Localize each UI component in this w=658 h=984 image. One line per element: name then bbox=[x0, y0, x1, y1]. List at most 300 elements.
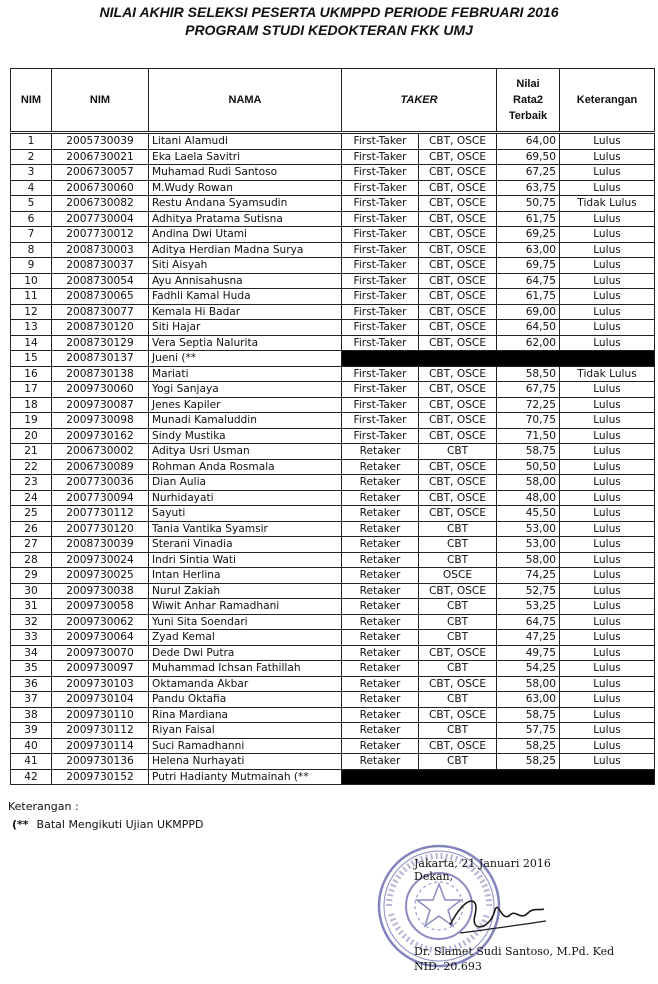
row-ujian: CBT, OSCE bbox=[419, 211, 497, 227]
row-number: 26 bbox=[11, 521, 52, 537]
document-subtitle: PROGRAM STUDI KEDOKTERAN FKK UMJ bbox=[185, 22, 473, 38]
row-nim: 2009730152 bbox=[52, 769, 149, 785]
table-row bbox=[11, 707, 655, 723]
row-number: 5 bbox=[11, 196, 52, 212]
row-keterangan: Lulus bbox=[560, 490, 655, 506]
table-row bbox=[11, 490, 655, 506]
row-number: 35 bbox=[11, 661, 52, 677]
row-nim: 2008730054 bbox=[52, 273, 149, 289]
row-keterangan: Lulus bbox=[560, 568, 655, 584]
row-keterangan: Lulus bbox=[560, 382, 655, 398]
row-nama: Munadi Kamaluddin bbox=[149, 413, 342, 429]
row-nilai: 58,25 bbox=[497, 754, 560, 770]
cancelled-row-bar bbox=[342, 769, 655, 785]
row-ujian: CBT, OSCE bbox=[419, 196, 497, 212]
row-keterangan: Lulus bbox=[560, 242, 655, 258]
row-nilai: 64,75 bbox=[497, 614, 560, 630]
row-nilai: 72,25 bbox=[497, 397, 560, 413]
table-row bbox=[11, 723, 655, 739]
row-nama: Ayu Annisahusna bbox=[149, 273, 342, 289]
table-row bbox=[11, 614, 655, 630]
row-number: 41 bbox=[11, 754, 52, 770]
row-nama: Yuni Sita Soendari bbox=[149, 614, 342, 630]
row-nim: 2009730104 bbox=[52, 692, 149, 708]
row-taker: First-Taker bbox=[342, 165, 419, 181]
row-nama: Indri Sintia Wati bbox=[149, 552, 342, 568]
row-taker: Retaker bbox=[342, 506, 419, 522]
row-nama: Helena Nurhayati bbox=[149, 754, 342, 770]
row-nama: Andina Dwi Utami bbox=[149, 227, 342, 243]
row-taker: First-Taker bbox=[342, 289, 419, 305]
row-nilai: 69,25 bbox=[497, 227, 560, 243]
row-nim: 2009730038 bbox=[52, 583, 149, 599]
table-row bbox=[11, 583, 655, 599]
row-keterangan: Lulus bbox=[560, 258, 655, 274]
row-nama: Muhammad Ichsan Fathillah bbox=[149, 661, 342, 677]
row-ujian: CBT, OSCE bbox=[419, 583, 497, 599]
row-nilai: 48,00 bbox=[497, 490, 560, 506]
header-nilai: Nilai Rata2 Terbaik bbox=[497, 69, 560, 133]
row-keterangan: Lulus bbox=[560, 335, 655, 351]
row-keterangan: Lulus bbox=[560, 707, 655, 723]
table-row bbox=[11, 211, 655, 227]
row-keterangan: Lulus bbox=[560, 304, 655, 320]
row-ujian: CBT, OSCE bbox=[419, 133, 497, 150]
signer-nid: NID. 20.693 bbox=[414, 960, 482, 973]
row-nim: 2008730003 bbox=[52, 242, 149, 258]
row-ujian: CBT, OSCE bbox=[419, 506, 497, 522]
row-nama: Tania Vantika Syamsir bbox=[149, 521, 342, 537]
row-number: 27 bbox=[11, 537, 52, 553]
row-keterangan: Lulus bbox=[560, 661, 655, 677]
row-nama: Fadhli Kamal Huda bbox=[149, 289, 342, 305]
row-number: 28 bbox=[11, 552, 52, 568]
row-nim: 2008730037 bbox=[52, 258, 149, 274]
row-number: 3 bbox=[11, 165, 52, 181]
row-nama: Mariati bbox=[149, 366, 342, 382]
row-number: 11 bbox=[11, 289, 52, 305]
table-row bbox=[11, 769, 655, 785]
row-number: 12 bbox=[11, 304, 52, 320]
table-row bbox=[11, 335, 655, 351]
row-taker: Retaker bbox=[342, 444, 419, 460]
row-nama: Jenes Kapiler bbox=[149, 397, 342, 413]
table-row bbox=[11, 444, 655, 460]
row-taker: First-Taker bbox=[342, 258, 419, 274]
row-nilai: 61,75 bbox=[497, 211, 560, 227]
row-taker: First-Taker bbox=[342, 382, 419, 398]
row-number: 30 bbox=[11, 583, 52, 599]
row-keterangan: Lulus bbox=[560, 738, 655, 754]
row-number: 39 bbox=[11, 723, 52, 739]
row-keterangan: Lulus bbox=[560, 537, 655, 553]
table-row bbox=[11, 537, 655, 553]
row-nama: Nurhidayati bbox=[149, 490, 342, 506]
row-keterangan: Lulus bbox=[560, 289, 655, 305]
table-row bbox=[11, 180, 655, 196]
row-number: 24 bbox=[11, 490, 52, 506]
row-keterangan: Lulus bbox=[560, 475, 655, 491]
row-nilai: 61,75 bbox=[497, 289, 560, 305]
row-nilai: 58,00 bbox=[497, 676, 560, 692]
row-taker: First-Taker bbox=[342, 242, 419, 258]
row-nilai: 53,00 bbox=[497, 537, 560, 553]
table-row bbox=[11, 149, 655, 165]
row-nim: 2009730062 bbox=[52, 614, 149, 630]
row-nim: 2007730094 bbox=[52, 490, 149, 506]
row-taker: First-Taker bbox=[342, 366, 419, 382]
row-ujian: CBT, OSCE bbox=[419, 428, 497, 444]
row-keterangan: Lulus bbox=[560, 583, 655, 599]
row-number: 22 bbox=[11, 459, 52, 475]
table-row bbox=[11, 165, 655, 181]
row-nilai: 63,75 bbox=[497, 180, 560, 196]
row-ujian: CBT bbox=[419, 630, 497, 646]
row-nim: 2008730065 bbox=[52, 289, 149, 305]
row-taker: Retaker bbox=[342, 490, 419, 506]
row-ujian: CBT, OSCE bbox=[419, 335, 497, 351]
row-nilai: 57,75 bbox=[497, 723, 560, 739]
row-nilai: 69,50 bbox=[497, 149, 560, 165]
row-nim: 2009730087 bbox=[52, 397, 149, 413]
signature-role: Dekan, bbox=[414, 870, 454, 883]
row-ujian: CBT, OSCE bbox=[419, 676, 497, 692]
table-row bbox=[11, 304, 655, 320]
row-nama: Putri Hadianty Mutmainah (** bbox=[149, 769, 342, 785]
cancelled-row-bar bbox=[342, 351, 655, 367]
row-ujian: CBT, OSCE bbox=[419, 366, 497, 382]
row-ujian: CBT bbox=[419, 661, 497, 677]
row-nilai: 67,75 bbox=[497, 382, 560, 398]
row-nilai: 49,75 bbox=[497, 645, 560, 661]
notes-line bbox=[12, 818, 203, 831]
row-taker: Retaker bbox=[342, 459, 419, 475]
row-nilai: 74,25 bbox=[497, 568, 560, 584]
row-taker: First-Taker bbox=[342, 335, 419, 351]
row-nama: M.Wudy Rowan bbox=[149, 180, 342, 196]
row-number: 42 bbox=[11, 769, 52, 785]
row-nilai: 58,50 bbox=[497, 366, 560, 382]
row-number: 8 bbox=[11, 242, 52, 258]
row-taker: Retaker bbox=[342, 754, 419, 770]
row-taker: First-Taker bbox=[342, 133, 419, 150]
row-ujian: CBT bbox=[419, 692, 497, 708]
table-row bbox=[11, 521, 655, 537]
row-nim: 2009730060 bbox=[52, 382, 149, 398]
row-nama: Muhamad Rudi Santoso bbox=[149, 165, 342, 181]
row-ujian: CBT, OSCE bbox=[419, 165, 497, 181]
row-nim: 2009730098 bbox=[52, 413, 149, 429]
row-ujian: CBT, OSCE bbox=[419, 289, 497, 305]
row-number: 25 bbox=[11, 506, 52, 522]
table-row bbox=[11, 196, 655, 212]
row-keterangan: Lulus bbox=[560, 692, 655, 708]
table-row bbox=[11, 676, 655, 692]
row-ujian: CBT bbox=[419, 552, 497, 568]
row-taker: Retaker bbox=[342, 738, 419, 754]
row-number: 23 bbox=[11, 475, 52, 491]
table-row bbox=[11, 428, 655, 444]
row-nilai: 64,75 bbox=[497, 273, 560, 289]
row-nim: 2007730036 bbox=[52, 475, 149, 491]
header-nim: NIM bbox=[52, 69, 149, 133]
row-nama: Rina Mardiana bbox=[149, 707, 342, 723]
row-nim: 2009730064 bbox=[52, 630, 149, 646]
row-nilai: 50,50 bbox=[497, 459, 560, 475]
row-ujian: CBT bbox=[419, 723, 497, 739]
row-ujian: CBT, OSCE bbox=[419, 645, 497, 661]
row-number: 33 bbox=[11, 630, 52, 646]
row-nim: 2008730039 bbox=[52, 537, 149, 553]
row-nim: 2008730137 bbox=[52, 351, 149, 367]
row-nilai: 47,25 bbox=[497, 630, 560, 646]
row-keterangan: Lulus bbox=[560, 723, 655, 739]
row-keterangan: Lulus bbox=[560, 552, 655, 568]
row-number: 6 bbox=[11, 211, 52, 227]
row-nilai: 58,75 bbox=[497, 707, 560, 723]
row-nim: 2008730138 bbox=[52, 366, 149, 382]
row-nama: Suci Ramadhanni bbox=[149, 738, 342, 754]
row-taker: Retaker bbox=[342, 521, 419, 537]
row-nama: Oktamanda Akbar bbox=[149, 676, 342, 692]
table-row bbox=[11, 289, 655, 305]
row-taker: First-Taker bbox=[342, 180, 419, 196]
row-nim: 2007730120 bbox=[52, 521, 149, 537]
row-ujian: CBT bbox=[419, 754, 497, 770]
table-row bbox=[11, 754, 655, 770]
row-keterangan: Lulus bbox=[560, 273, 655, 289]
row-number: 9 bbox=[11, 258, 52, 274]
row-taker: Retaker bbox=[342, 568, 419, 584]
row-number: 38 bbox=[11, 707, 52, 723]
row-keterangan: Lulus bbox=[560, 211, 655, 227]
table-row bbox=[11, 661, 655, 677]
row-nama: Sindy Mustika bbox=[149, 428, 342, 444]
row-nim: 2009730110 bbox=[52, 707, 149, 723]
handwritten-signature-icon bbox=[440, 885, 550, 945]
row-taker: Retaker bbox=[342, 475, 419, 491]
row-nilai: 63,00 bbox=[497, 692, 560, 708]
signer-name: Dr. Slamet Sudi Santoso, M.Pd. Ked bbox=[414, 945, 615, 958]
table-row bbox=[11, 692, 655, 708]
row-nim: 2006730082 bbox=[52, 196, 149, 212]
row-nim: 2009730058 bbox=[52, 599, 149, 615]
row-keterangan: Lulus bbox=[560, 227, 655, 243]
row-nama: Pandu Oktafia bbox=[149, 692, 342, 708]
row-number: 31 bbox=[11, 599, 52, 615]
signature-place-date: Jakarta, 21 Januari 2016 bbox=[414, 857, 551, 870]
table-row bbox=[11, 273, 655, 289]
row-taker: First-Taker bbox=[342, 149, 419, 165]
notes-text: Batal Mengikuti Ujian UKMPPD bbox=[36, 818, 204, 831]
row-nilai: 53,25 bbox=[497, 599, 560, 615]
row-keterangan: Lulus bbox=[560, 165, 655, 181]
row-taker: Retaker bbox=[342, 614, 419, 630]
row-taker: First-Taker bbox=[342, 211, 419, 227]
row-ujian: CBT bbox=[419, 599, 497, 615]
row-ujian: CBT bbox=[419, 444, 497, 460]
row-taker: Retaker bbox=[342, 583, 419, 599]
row-keterangan: Lulus bbox=[560, 676, 655, 692]
header-no: NIM bbox=[11, 69, 52, 133]
row-nama: Zyad Kemal bbox=[149, 630, 342, 646]
header-taker: TAKER bbox=[342, 69, 497, 133]
row-taker: First-Taker bbox=[342, 273, 419, 289]
row-number: 4 bbox=[11, 180, 52, 196]
row-nilai: 69,75 bbox=[497, 258, 560, 274]
row-ujian: CBT, OSCE bbox=[419, 459, 497, 475]
row-nim: 2006730089 bbox=[52, 459, 149, 475]
row-keterangan: Lulus bbox=[560, 459, 655, 475]
table-row bbox=[11, 599, 655, 615]
row-nama: Dian Aulia bbox=[149, 475, 342, 491]
results-table bbox=[10, 68, 655, 785]
row-nim: 2009730025 bbox=[52, 568, 149, 584]
row-nilai: 58,75 bbox=[497, 444, 560, 460]
row-taker: First-Taker bbox=[342, 304, 419, 320]
row-nama: Nurul Zakiah bbox=[149, 583, 342, 599]
row-taker: Retaker bbox=[342, 552, 419, 568]
row-ujian: CBT, OSCE bbox=[419, 397, 497, 413]
row-ujian: CBT, OSCE bbox=[419, 258, 497, 274]
row-number: 7 bbox=[11, 227, 52, 243]
row-number: 34 bbox=[11, 645, 52, 661]
row-nim: 2007730012 bbox=[52, 227, 149, 243]
row-taker: First-Taker bbox=[342, 196, 419, 212]
row-nilai: 50,75 bbox=[497, 196, 560, 212]
row-number: 13 bbox=[11, 320, 52, 336]
row-nilai: 67,25 bbox=[497, 165, 560, 181]
table-row bbox=[11, 258, 655, 274]
row-number: 20 bbox=[11, 428, 52, 444]
row-nama: Adhitya Pratama Sutisna bbox=[149, 211, 342, 227]
row-ujian: CBT, OSCE bbox=[419, 149, 497, 165]
row-keterangan: Lulus bbox=[560, 180, 655, 196]
row-taker: First-Taker bbox=[342, 320, 419, 336]
row-keterangan: Lulus bbox=[560, 428, 655, 444]
row-nilai: 70,75 bbox=[497, 413, 560, 429]
row-nama: Intan Herlina bbox=[149, 568, 342, 584]
row-ujian: CBT, OSCE bbox=[419, 227, 497, 243]
table-row bbox=[11, 351, 655, 367]
row-number: 36 bbox=[11, 676, 52, 692]
row-nim: 2009730114 bbox=[52, 738, 149, 754]
row-nim: 2009730024 bbox=[52, 552, 149, 568]
table-row bbox=[11, 242, 655, 258]
row-keterangan: Lulus bbox=[560, 506, 655, 522]
table-row bbox=[11, 320, 655, 336]
row-ujian: CBT, OSCE bbox=[419, 304, 497, 320]
row-number: 37 bbox=[11, 692, 52, 708]
row-number: 14 bbox=[11, 335, 52, 351]
row-taker: Retaker bbox=[342, 692, 419, 708]
row-number: 2 bbox=[11, 149, 52, 165]
row-taker: Retaker bbox=[342, 645, 419, 661]
row-nim: 2006730002 bbox=[52, 444, 149, 460]
row-keterangan: Lulus bbox=[560, 599, 655, 615]
table-row bbox=[11, 738, 655, 754]
table-row bbox=[11, 133, 655, 150]
row-nilai: 64,50 bbox=[497, 320, 560, 336]
table-row bbox=[11, 645, 655, 661]
row-keterangan: Lulus bbox=[560, 413, 655, 429]
table-row bbox=[11, 397, 655, 413]
row-nama: Kemala Hi Badar bbox=[149, 304, 342, 320]
row-keterangan: Lulus bbox=[560, 133, 655, 150]
row-keterangan: Lulus bbox=[560, 397, 655, 413]
table-row bbox=[11, 475, 655, 491]
row-nilai: 71,50 bbox=[497, 428, 560, 444]
row-nilai: 52,75 bbox=[497, 583, 560, 599]
row-nama: Aditya Usri Usman bbox=[149, 444, 342, 460]
row-number: 40 bbox=[11, 738, 52, 754]
row-number: 32 bbox=[11, 614, 52, 630]
row-nim: 2006730057 bbox=[52, 165, 149, 181]
row-nim: 2008730129 bbox=[52, 335, 149, 351]
row-ujian: CBT bbox=[419, 537, 497, 553]
notes-marker: (** bbox=[12, 818, 29, 831]
row-nilai: 58,25 bbox=[497, 738, 560, 754]
row-nilai: 63,00 bbox=[497, 242, 560, 258]
row-number: 16 bbox=[11, 366, 52, 382]
row-nama: Sayuti bbox=[149, 506, 342, 522]
row-nama: Jueni (** bbox=[149, 351, 342, 367]
row-nilai: 64,00 bbox=[497, 133, 560, 150]
table-row bbox=[11, 552, 655, 568]
row-number: 21 bbox=[11, 444, 52, 460]
row-nilai: 69,00 bbox=[497, 304, 560, 320]
header-nama: NAMA bbox=[149, 69, 342, 133]
row-nim: 2009730162 bbox=[52, 428, 149, 444]
row-ujian: CBT bbox=[419, 521, 497, 537]
row-nama: Siti Aisyah bbox=[149, 258, 342, 274]
row-nama: Dede Dwi Putra bbox=[149, 645, 342, 661]
row-nama: Vera Septia Nalurita bbox=[149, 335, 342, 351]
document-title: NILAI AKHIR SELEKSI PESERTA UKMPPD PERIODE FEBRUARI 2016 bbox=[99, 4, 559, 20]
table-row bbox=[11, 382, 655, 398]
table-body bbox=[11, 133, 655, 785]
row-taker: Retaker bbox=[342, 661, 419, 677]
row-nim: 2008730077 bbox=[52, 304, 149, 320]
row-ujian: OSCE bbox=[419, 568, 497, 584]
row-nim: 2006730060 bbox=[52, 180, 149, 196]
row-keterangan: Tidak Lulus bbox=[560, 366, 655, 382]
table-row bbox=[11, 227, 655, 243]
row-ujian: CBT, OSCE bbox=[419, 273, 497, 289]
table-header-row bbox=[11, 69, 655, 133]
row-ujian: CBT, OSCE bbox=[419, 475, 497, 491]
row-number: 19 bbox=[11, 413, 52, 429]
row-number: 1 bbox=[11, 133, 52, 150]
row-taker: Retaker bbox=[342, 630, 419, 646]
row-taker: Retaker bbox=[342, 676, 419, 692]
row-taker: Retaker bbox=[342, 707, 419, 723]
row-nilai: 58,00 bbox=[497, 552, 560, 568]
row-nim: 2009730097 bbox=[52, 661, 149, 677]
row-taker: First-Taker bbox=[342, 397, 419, 413]
row-keterangan: Lulus bbox=[560, 630, 655, 646]
row-keterangan: Lulus bbox=[560, 444, 655, 460]
row-ujian: CBT, OSCE bbox=[419, 180, 497, 196]
row-nilai: 53,00 bbox=[497, 521, 560, 537]
row-number: 18 bbox=[11, 397, 52, 413]
row-nilai: 62,00 bbox=[497, 335, 560, 351]
row-taker: Retaker bbox=[342, 599, 419, 615]
row-taker: Retaker bbox=[342, 537, 419, 553]
row-nim: 2009730070 bbox=[52, 645, 149, 661]
row-nim: 2007730004 bbox=[52, 211, 149, 227]
row-keterangan: Lulus bbox=[560, 614, 655, 630]
